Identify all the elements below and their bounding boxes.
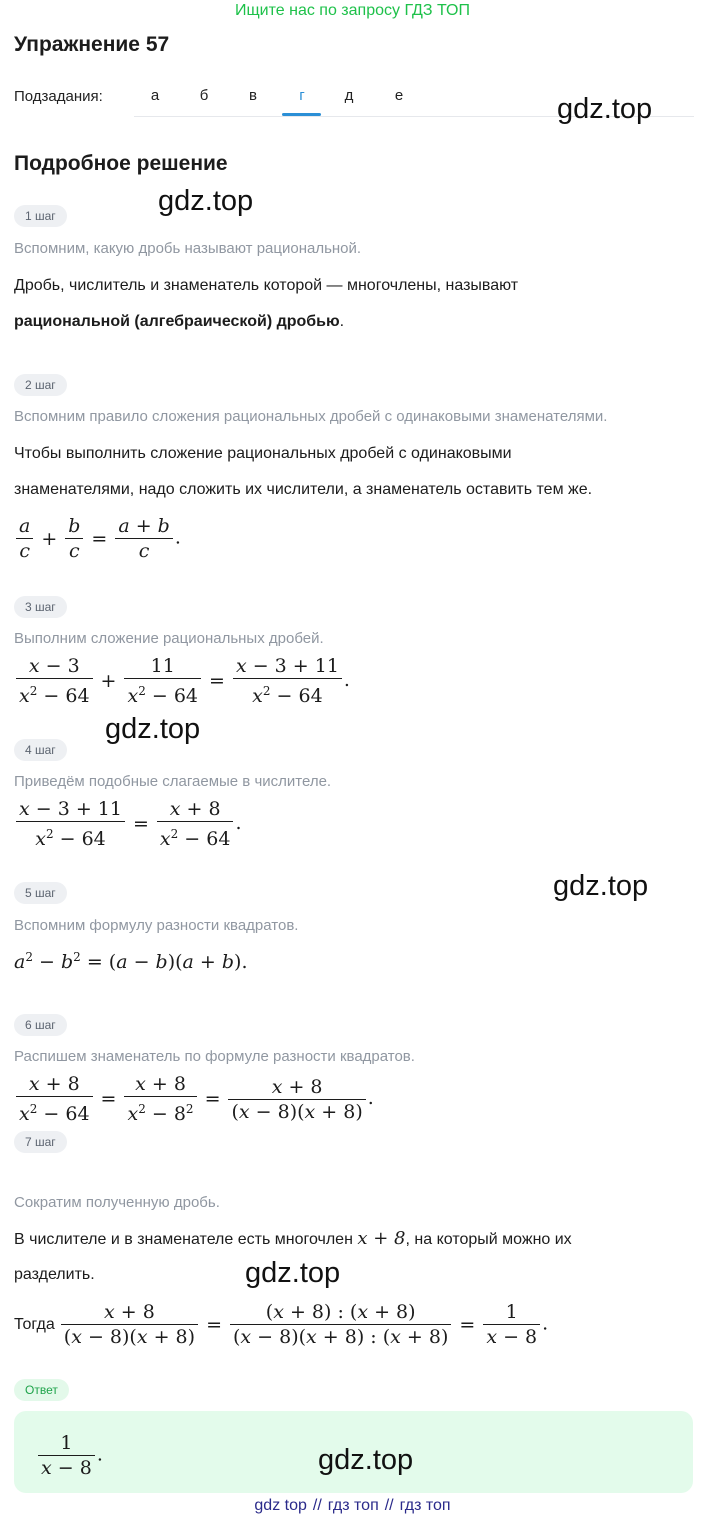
step-text: В числителе и в знаменателе есть многочлен x + 8, на который можно их (14, 1228, 572, 1249)
step-hint: Вспомним, какую дробь называют рациональной. (14, 240, 362, 257)
footer-link[interactable]: гдз топ (327, 1497, 379, 1514)
step-text: разделить. (14, 1266, 95, 1283)
step-badge: 5 шаг (14, 882, 67, 904)
formula-step-3: $\frac{x - 3}{x^2 - 64}$ + $\frac{11}{x^2 - 64}$ = $\frac{x - 3 + 11}{x^2 - 64}$ . (14, 654, 350, 708)
section-title: Подробное решение (14, 152, 228, 175)
step-badge: 3 шаг (14, 596, 67, 618)
subtask-tab-v[interactable]: в (249, 87, 257, 104)
step-badge: 1 шаг (14, 205, 67, 227)
watermark: gdz.top (245, 1257, 341, 1289)
footer-link[interactable]: gdz top (254, 1497, 307, 1514)
answer-badge: Ответ (14, 1379, 69, 1401)
formula-step-6: $\frac{x + 8}{x^2 - 64}$ = $\frac{x + 8}{x^2 - 8^2}$ = $\frac{x + 8}{(x - 8)(x + 8)}$ . (14, 1072, 374, 1126)
step-hint: Выполним сложение рациональных дробей. (14, 630, 324, 647)
bold-term: рациональной (алгебраической) дробью (14, 313, 340, 330)
subtasks-label: Подзадания: (14, 88, 103, 105)
step-badge: 6 шаг (14, 1014, 67, 1036)
formula-step-4: $\frac{x - 3 + 11}{x^2 - 64}$ = $\frac{x + 8}{x^2 - 64}$ . (14, 797, 242, 851)
step-hint: Вспомним правило сложения рациональных дробей с одинаковыми знаменателями. (14, 408, 608, 425)
formula-step-7: Тогда $\frac{x + 8}{(x - 8)(x + 8)}$ = $\frac{(x + 8) : (x + 8)}{(x - 8)(x + 8) : (x + 8)}$ = $\frac{1}{x - 8}$ . (14, 1301, 549, 1348)
step-badge: 4 шаг (14, 739, 67, 761)
step-text: Дробь, числитель и знаменатель которой — многочлены, называют (14, 277, 519, 294)
step-hint: Приведём подобные слагаемые в числителе. (14, 773, 332, 790)
footer-links: gdz top // гдз топ // гдз топ (254, 1497, 451, 1514)
subtask-tab-e[interactable]: е (394, 87, 404, 104)
subtask-tab-g[interactable]: г (299, 87, 305, 104)
formula-difference-of-squares: $a^2 - b^2 = (a - b)(a + b)$. (14, 950, 248, 973)
step-text: знаменателями, надо сложить их числители, а знаменатель оставить тем же. (14, 481, 593, 498)
watermark: gdz.top (557, 93, 653, 125)
step-hint: Сократим полученную дробь. (14, 1194, 220, 1211)
subtask-tab-b[interactable]: б (199, 87, 209, 104)
step-badge: 7 шаг (14, 1131, 67, 1153)
footer-link[interactable]: гдз топ (399, 1497, 451, 1514)
page-title: Упражнение 57 (14, 33, 170, 56)
step-badge: 2 шаг (14, 374, 67, 396)
step-text: Чтобы выполнить сложение рациональных дробей с одинаковыми (14, 445, 512, 462)
step-text: рациональной (алгебраической) дробью. (14, 313, 345, 330)
formula-fraction-addition: $\frac{a}{c}$ + $\frac{b}{c}$ = $\frac{a + b}{c}$ . (14, 514, 181, 563)
step-hint: Вспомним формулу разности квадратов. (14, 917, 299, 934)
watermark: gdz.top (318, 1444, 414, 1476)
subtask-tab-a[interactable]: а (150, 87, 160, 104)
watermark: gdz.top (158, 185, 254, 217)
active-tab-indicator (282, 113, 321, 116)
step-hint: Распишем знаменатель по формуле разности квадратов. (14, 1048, 415, 1065)
search-hint-banner[interactable]: Ищите нас по запросу ГДЗ ТОП (235, 2, 470, 19)
subtask-tab-d[interactable]: д (344, 87, 354, 104)
answer-formula: $\frac{1}{x - 8}$ . (36, 1431, 103, 1480)
watermark: gdz.top (553, 870, 649, 902)
watermark: gdz.top (105, 713, 201, 745)
